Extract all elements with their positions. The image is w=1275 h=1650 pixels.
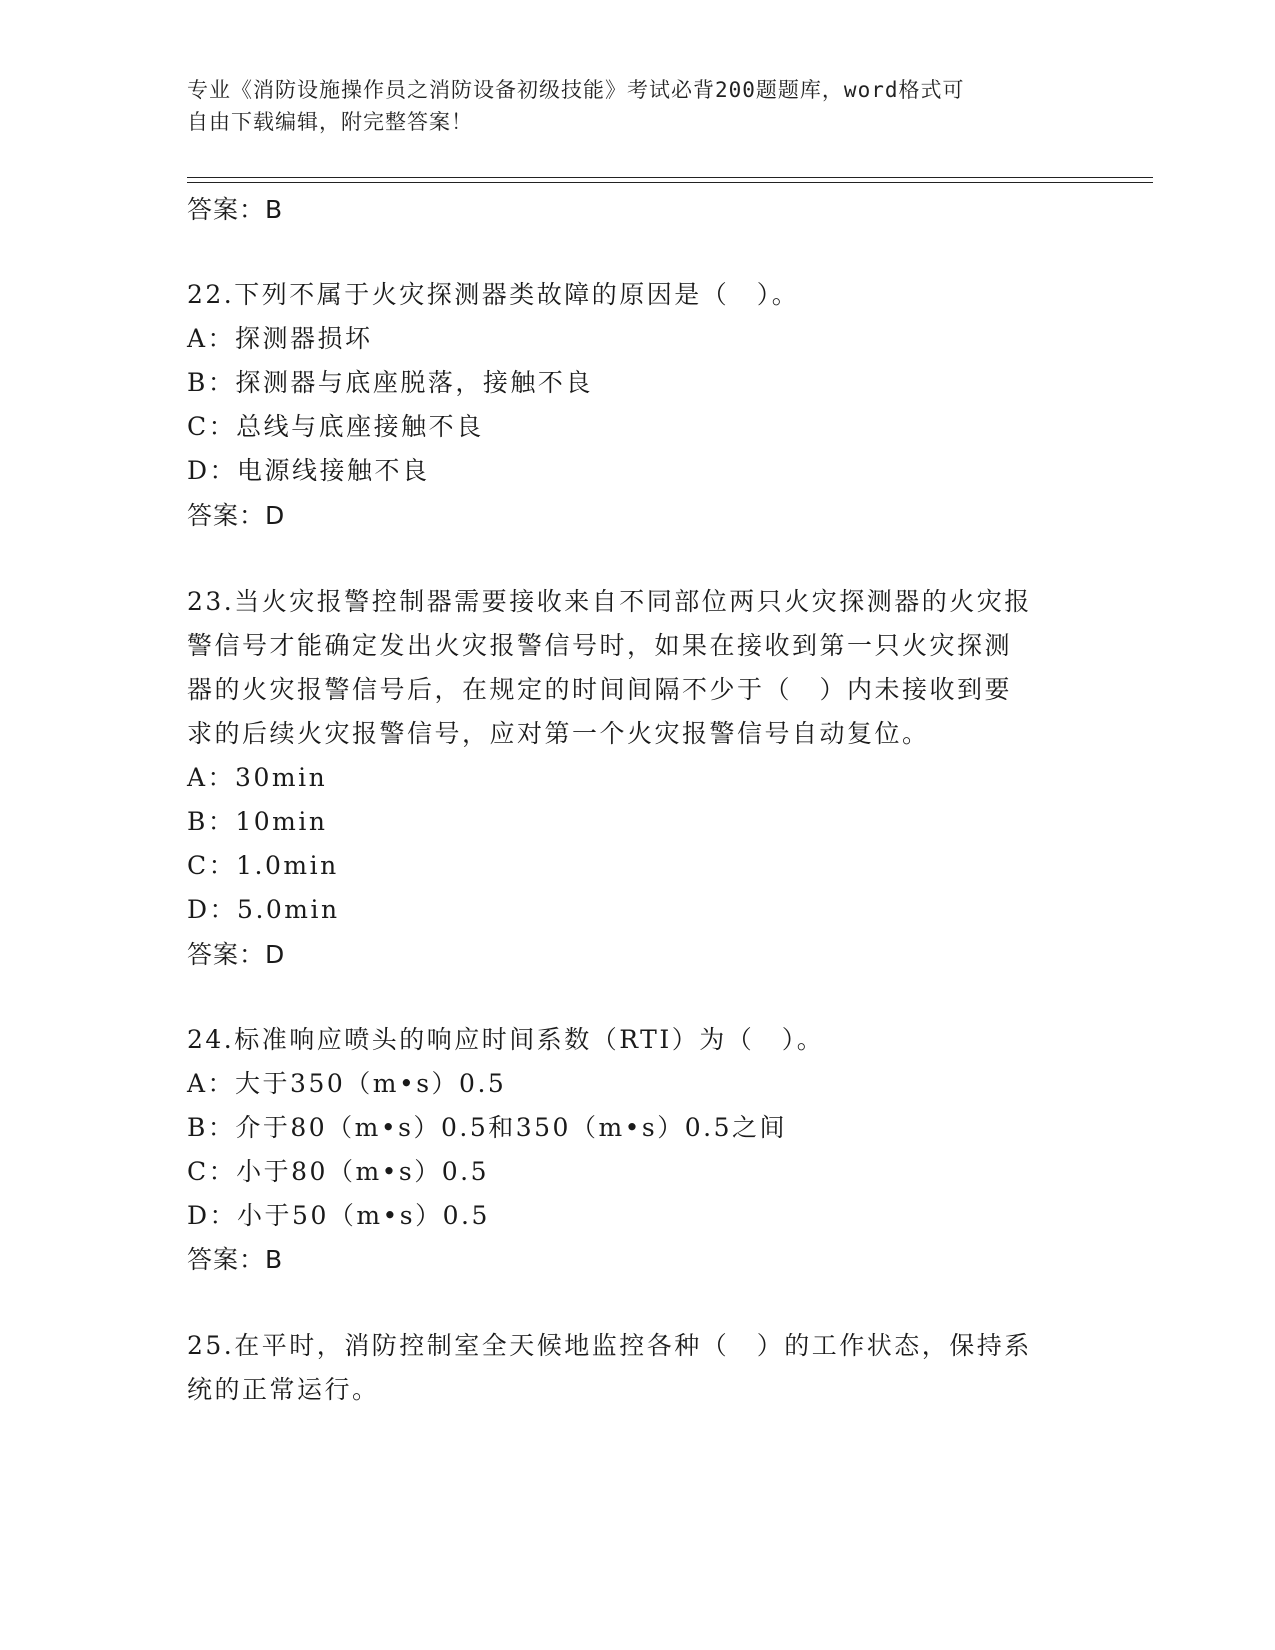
header-rule-bottom bbox=[187, 182, 1153, 183]
prev-answer: 答案：B bbox=[187, 195, 284, 224]
question-22-answer: 答案：D bbox=[187, 501, 286, 530]
question-24-option-c: C：小于80（m•s）0.5 bbox=[187, 1157, 489, 1186]
page-header bbox=[187, 74, 1067, 138]
question-23-answer: 答案：D bbox=[187, 940, 286, 969]
header-line-2: 自由下载编辑，附完整答案！ bbox=[187, 110, 473, 134]
question-23-option-d: D：5.0min bbox=[187, 895, 340, 924]
question-23-stem-line-3: 器的火灾报警信号后，在规定的时间间隔不少于（ ）内未接收到要 bbox=[187, 675, 1013, 704]
question-22-option-d: D：电源线接触不良 bbox=[187, 456, 430, 485]
question-22-stem: 22.下列不属于火灾探测器类故障的原因是（ ）。 bbox=[187, 280, 800, 309]
question-24-option-b: B：介于80（m•s）0.5和350（m•s）0.5之间 bbox=[187, 1113, 787, 1142]
question-22-option-a: A：探测器损坏 bbox=[187, 324, 373, 353]
question-23-stem-line-2: 警信号才能确定发出火灾报警信号时，如果在接收到第一只火灾探测 bbox=[187, 631, 1013, 660]
question-23-option-a: A：30min bbox=[187, 763, 328, 792]
question-24-stem: 24.标准响应喷头的响应时间系数（RTI）为（ ）。 bbox=[187, 1025, 825, 1054]
question-25-stem-line-2: 统的正常运行。 bbox=[187, 1375, 380, 1404]
header-line-1: 专业《消防设施操作员之消防设备初级技能》考试必背200题题库，word格式可 bbox=[187, 78, 965, 102]
question-23-option-b: B：10min bbox=[187, 807, 328, 836]
header-rule-top bbox=[187, 177, 1153, 178]
question-23-option-c: C：1.0min bbox=[187, 851, 339, 880]
question-23-stem-line-4: 求的后续火灾报警信号，应对第一个火灾报警信号自动复位。 bbox=[187, 719, 930, 748]
question-24-option-d: D：小于50（m•s）0.5 bbox=[187, 1201, 490, 1230]
question-22-option-c: C：总线与底座接触不良 bbox=[187, 412, 484, 441]
question-25-stem-line-1: 25.在平时，消防控制室全天候地监控各种（ ）的工作状态，保持系 bbox=[187, 1331, 1032, 1360]
question-24-option-a: A：大于350（m•s）0.5 bbox=[187, 1069, 507, 1098]
question-23-stem-line-1: 23.当火灾报警控制器需要接收来自不同部位两只火灾探测器的火灾报 bbox=[187, 587, 1032, 616]
question-24-answer: 答案：B bbox=[187, 1245, 284, 1274]
question-22-option-b: B：探测器与底座脱落，接触不良 bbox=[187, 368, 593, 397]
